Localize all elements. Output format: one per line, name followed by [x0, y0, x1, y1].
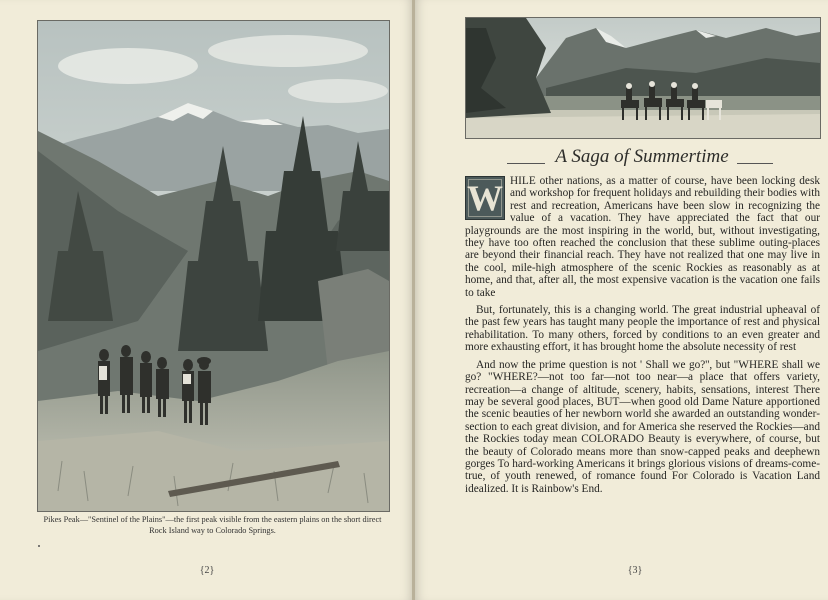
right-page: [415, 0, 828, 600]
page-number-right: {3}: [627, 565, 643, 576]
left-page: [0, 0, 413, 600]
page-number-left: {2}: [199, 565, 215, 576]
title-ornament-right: [737, 163, 773, 164]
paragraph-1-text: HILE other nations, as a matter of course, have been locking desk and workshop for frequent holidays and rebuilding their bodies with rest and recreation, Americans have been slow in recognizing the value of a vacation. They have appreciated the fact that our playgrounds are the most inspiring in the world, but, without investigating, they have too often reached the conclusion that these sublime outing-places are beyond their financial reach. They have not realized that one may live in the cool, mile-high atmosphere of the scenic Rockies as reasonably as at home, and that, after all, the most expensive vacation is the vacation one fails to take: [465, 175, 820, 299]
article-body: [465, 175, 820, 500]
article-title: A Saga of Summertime: [555, 146, 729, 167]
pikes-peak-photo: [37, 20, 390, 512]
horseback-riders-photo-icon: [466, 18, 820, 138]
photo-caption: Pikes Peak—"Sentinel of the Plains"—the first peak visible from the eastern plains on the short direct Rock Island way to Colorado Springs.: [43, 515, 382, 535]
dropcap-initial: W: [467, 178, 503, 218]
page-mark: [38, 545, 40, 547]
horseback-photo: [465, 17, 821, 139]
title-ornament-left: [507, 163, 545, 164]
paragraph-2: But, fortunately, this is a changing world. The great industrial upheaval of the past few years has taught many people the importance of rest and physical rehabilitation. To many others, forced by conditions to an even greater and more exhausting effort, it has brought home the absolute necessity of rest: [465, 304, 820, 354]
paragraph-1: [465, 175, 820, 299]
mountain-hikers-photo-icon: [38, 21, 389, 511]
paragraph-3: And now the prime question is not ' Shall we go?'', but "WHERE shall we go? "WHERE?—not too far—not too near—a place that offers variety, recreation—a change of altitude, scenery, habits, sensations, interest There may be several good places, BUT—when good old Dame Nature apportioned the scenic beauties of her newborn world she awarded an outstanding wonder-section to each great division, and for America she reserved the Rockies—and the Rockies today mean COLORADO Beauty is everywhere, of course, but the beauty of Colorado means more than snow-capped peaks and deephewn gorges To hard-working Americans it brings glorious visions of dreams-come-true, of youth renewed, of romance found For Colorado is Vacation Land idealized. It is Rainbow's End.: [465, 358, 820, 495]
